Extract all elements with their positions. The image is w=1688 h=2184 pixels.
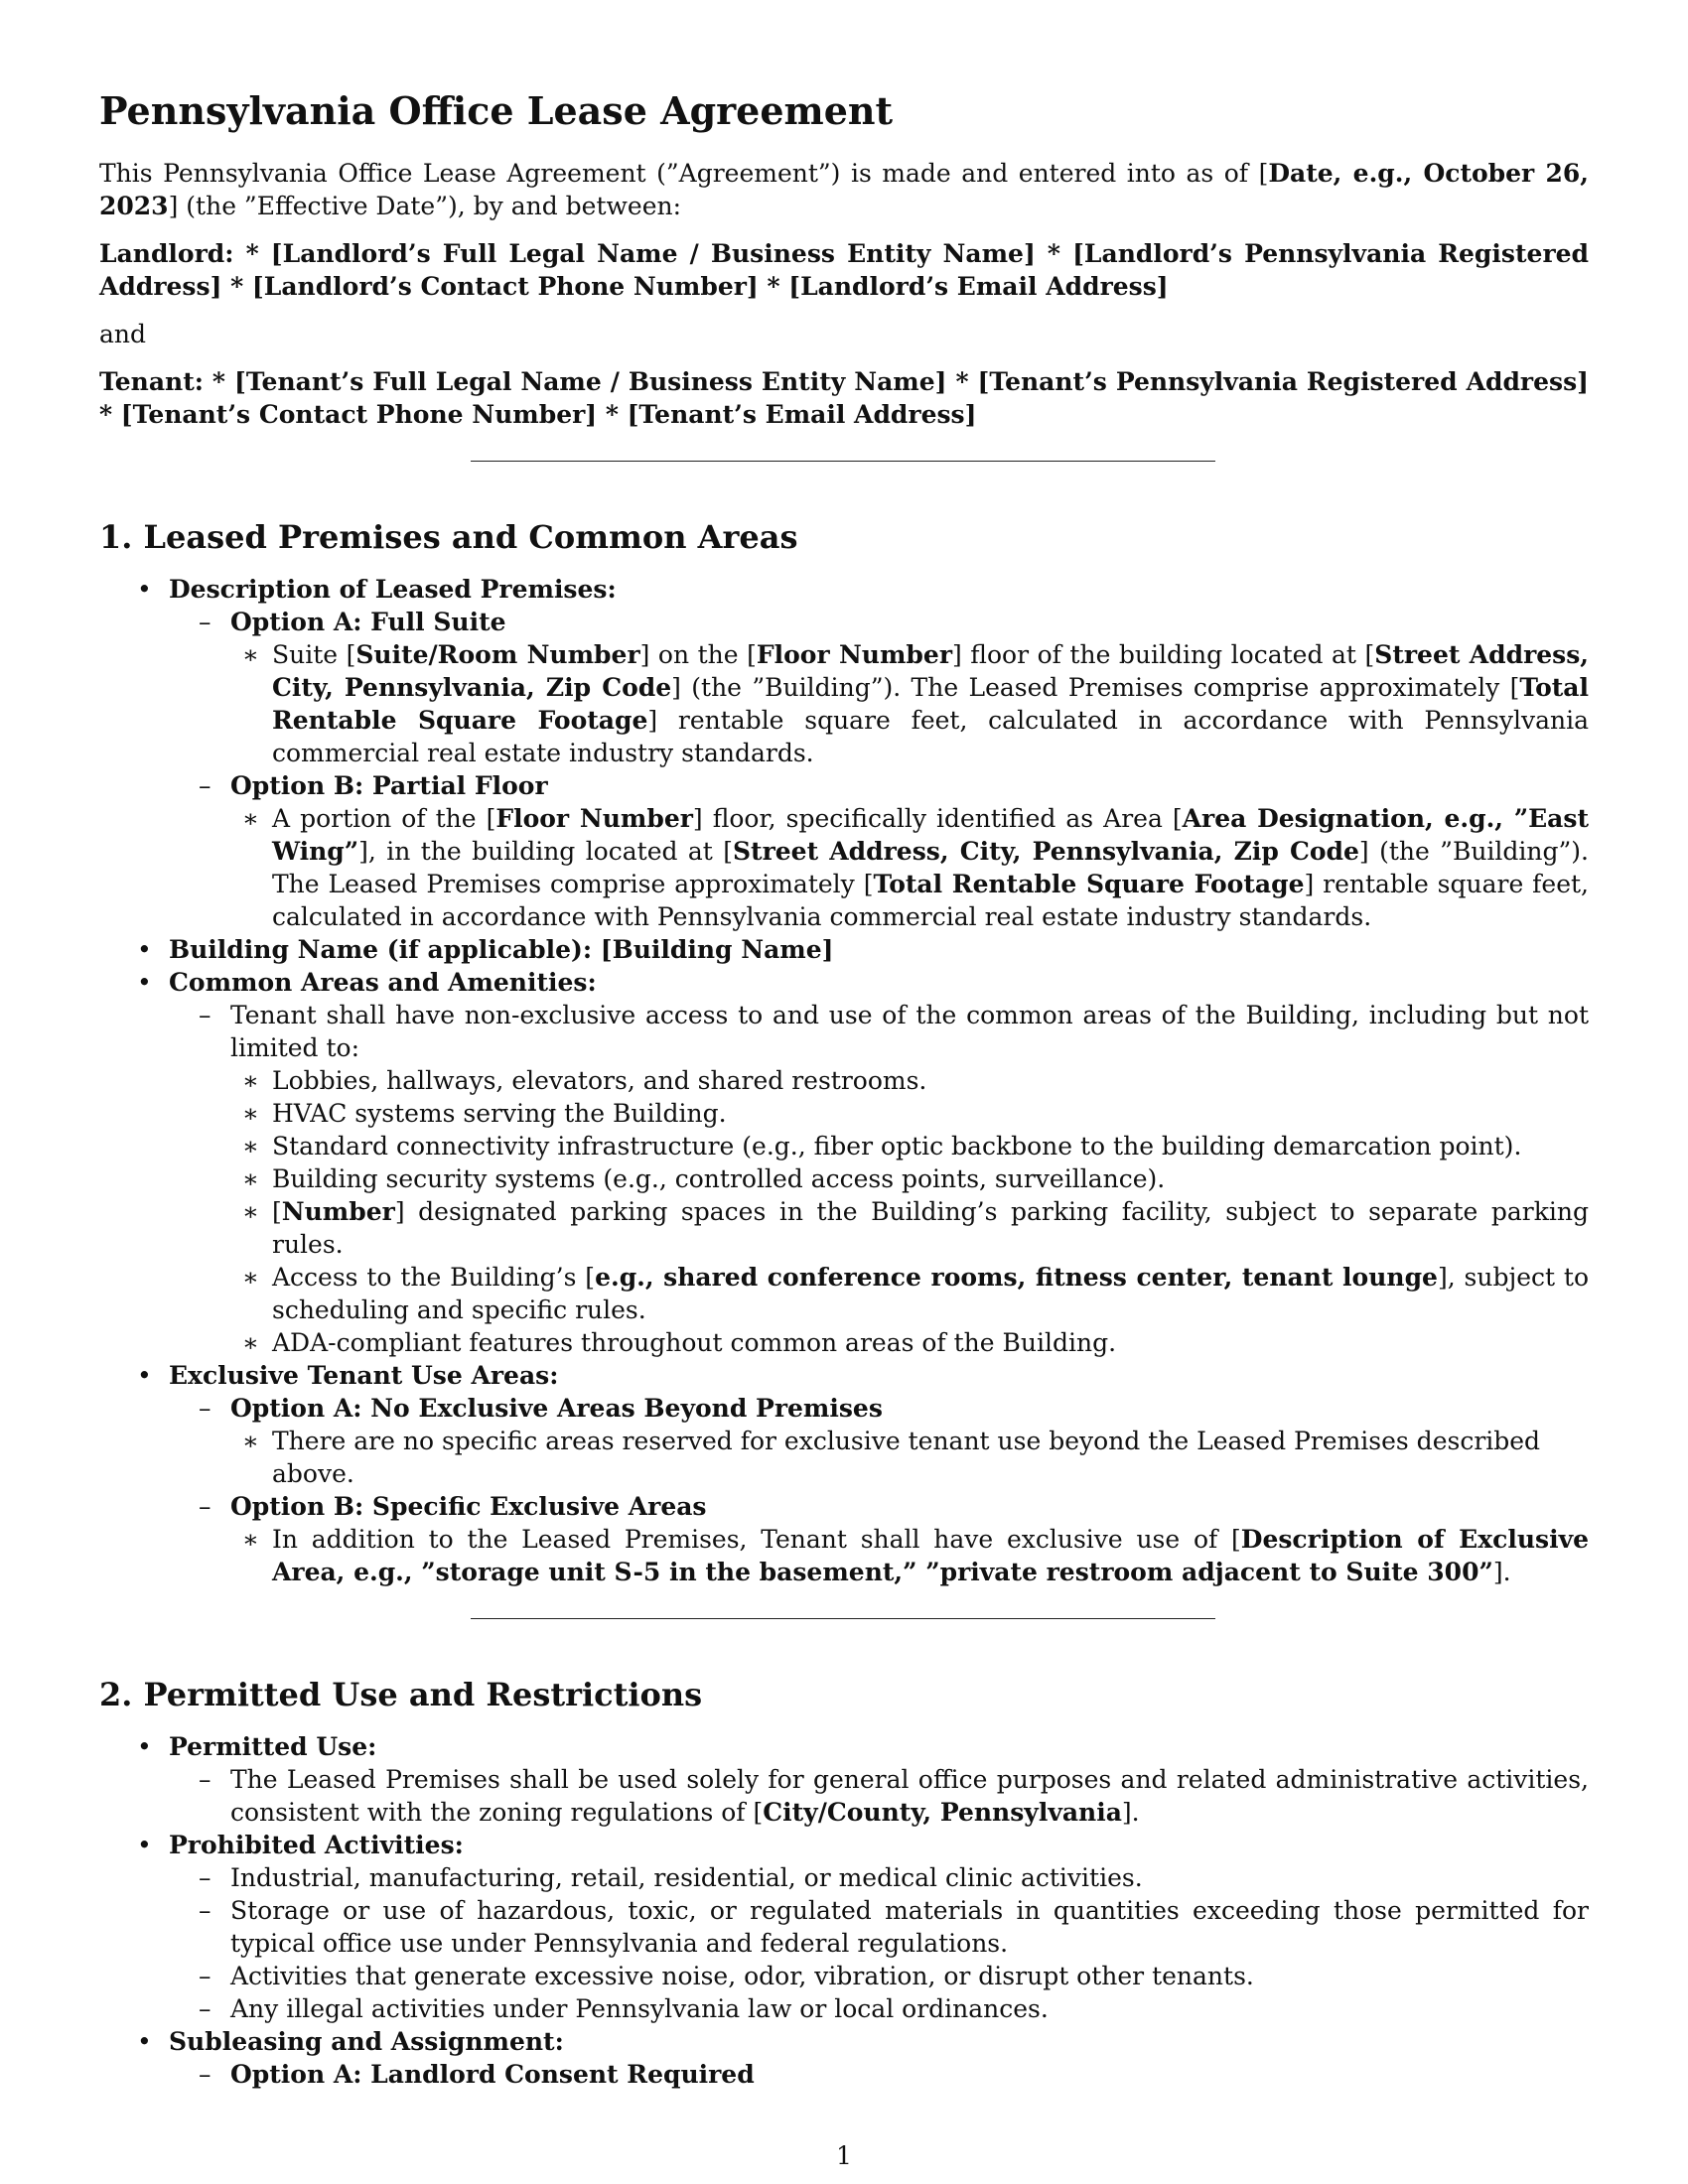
list-item: – Any illegal activities under Pennsylvania law or local ordinances. — [169, 1992, 1589, 2025]
list-item: – Option A: Full Suite ∗ Suite [Suite/Room Number] on the [Floor Number] floor of the building located at [Street Address, City, Pennsylvania, Zip Code] (the ”Building”). The Leased Premises comprise approximately [Total Rentable Square Footage] rentable square feet, calculated in accordance with Pennsylvania commercial real estate industry standards. — [169, 606, 1589, 769]
list-item: ∗ Access to the Building’s [e.g., shared conference rooms, fitness center, tenant lounge], subject to scheduling and specific rules. — [230, 1261, 1589, 1326]
horizontal-divider — [471, 461, 1215, 462]
list-item: ∗ Building security systems (e.g., controlled access points, surveillance). — [230, 1162, 1589, 1195]
landlord-block: Landlord: * [Landlord’s Full Legal Name / Business Entity Name] * [Landlord’s Pennsylvania Registered Address] * [Landlord’s Contact Phone Number] * [Landlord’s Email Address] — [99, 239, 1589, 301]
and-text: and — [99, 320, 147, 348]
list-item: • Exclusive Tenant Use Areas: – Option A: No Exclusive Areas Beyond Premises ∗ There are no specific areas reserved for exclusive tenant use beyond the Leased Premises described above. – Option B: Specific Exclusive Areas ∗ In addition to the Leased Premises, Tenant shall have exclusive use of [Description of Exclusive Area, e.g., ”storage unit S-5 in the basement,” ”private restroom adjacent to Suite 300”]. — [99, 1359, 1589, 1588]
list-item: ∗ In addition to the Leased Premises, Tenant shall have exclusive use of [Description of Exclusive Area, e.g., ”storage unit S-5 in the basement,” ”private restroom adjacent to Suite 300”]. — [230, 1523, 1589, 1588]
list-item: ∗ HVAC systems serving the Building. — [230, 1097, 1589, 1130]
list-item: • Permitted Use: – The Leased Premises shall be used solely for general office purposes and related administrative activities, consistent with the zoning regulations of [City/County, Pennsylvania]. — [99, 1730, 1589, 1829]
list-item: ∗ There are no specific areas reserved for exclusive tenant use beyond the Leased Premises described above. — [230, 1425, 1589, 1490]
list-item: ∗ Standard connectivity infrastructure (e.g., fiber optic backbone to the building demarcation point). — [230, 1130, 1589, 1162]
list-item: – Activities that generate excessive noise, odor, vibration, or disrupt other tenants. — [169, 1960, 1589, 1992]
list-item: – Option A: No Exclusive Areas Beyond Premises ∗ There are no specific areas reserved for exclusive tenant use beyond the Leased Premises described above. — [169, 1392, 1589, 1490]
list-item: – Option B: Partial Floor ∗ A portion of the [Floor Number] floor, specifically identified as Area [Area Designation, e.g., ”East Wing”], in the building located at [Street Address, City, Pennsylvania, Zip Code] (the ”Building”). The Leased Premises comprise approximately [Total Rentable Square Footage] rentable square feet, calculated in accordance with Pennsylvania commercial real estate industry standards. — [169, 769, 1589, 933]
list-item: ∗ [Number] designated parking spaces in the Building’s parking facility, subject to separate parking rules. — [230, 1195, 1589, 1261]
list-item: – The Leased Premises shall be used solely for general office purposes and related administrative activities, consistent with the zoning regulations of [City/County, Pennsylvania]. — [169, 1763, 1589, 1829]
section-2-list — [99, 1730, 1589, 2091]
list-item: • Building Name (if applicable): [Building Name] — [99, 933, 1589, 966]
horizontal-divider — [471, 1618, 1215, 1619]
list-item: ∗ ADA-compliant features throughout common areas of the Building. — [230, 1326, 1589, 1359]
list-item: – Storage or use of hazardous, toxic, or regulated materials in quantities exceeding those permitted for typical office use under Pennsylvania and federal regulations. — [169, 1894, 1589, 1960]
section-1-heading: 1. Leased Premises and Common Areas — [99, 518, 798, 556]
list-item: • Subleasing and Assignment: – Option A: Landlord Consent Required — [99, 2025, 1589, 2091]
document-page — [99, 87, 1589, 2091]
tenant-block: Tenant: * [Tenant’s Full Legal Name / Business Entity Name] * [Tenant’s Pennsylvania Registered Address] * [Tenant’s Contact Phone Number] * [Tenant’s Email Address] — [99, 367, 1590, 429]
list-item: – Industrial, manufacturing, retail, residential, or medical clinic activities. — [169, 1861, 1589, 1894]
list-item: • Prohibited Activities: – Industrial, manufacturing, retail, residential, or medical clinic activities. – Storage or use of hazardous, toxic, or regulated materials in quantities exceeding those permitted for typical office use under Pennsylvania and federal regulations. – Activities that generate excessive noise, odor, vibration, or disrupt other tenants. – Any illegal activities under Pennsylvania law or local ordinances. — [99, 1829, 1589, 2025]
section-1-list — [99, 573, 1589, 1588]
page-number: 1 — [836, 2141, 852, 2170]
list-item: • Common Areas and Amenities: – Tenant shall have non-exclusive access to and use of the common areas of the Building, including but not limited to: ∗ Lobbies, hallways, elevators, and shared restrooms. ∗ HVAC systems serving the Building. ∗ Standard connectivity infrastructure (e.g., fiber optic backbone to the building demarcation point). ∗ Building security systems (e.g., controlled access points, surveillance). ∗ [Number] designated parking spaces in the Building’s parking facility, subject to separate parking rules. ∗ Access to the Building’s [e.g., shared conference rooms, fitness center, tenant lounge], subject to scheduling and specific rules. ∗ ADA-compliant features throughout common areas of the Building. — [99, 966, 1589, 1359]
list-item: – Tenant shall have non-exclusive access to and use of the common areas of the Building, including but not limited to: ∗ Lobbies, hallways, elevators, and shared restrooms. ∗ HVAC systems serving the Building. ∗ Standard connectivity infrastructure (e.g., fiber optic backbone to the building demarcation point). ∗ Building security systems (e.g., controlled access points, surveillance). ∗ [Number] designated parking spaces in the Building’s parking facility, subject to separate parking rules. ∗ Access to the Building’s [e.g., shared conference rooms, fitness center, tenant lounge], subject to scheduling and specific rules. ∗ ADA-compliant features throughout common areas of the Building. — [169, 999, 1589, 1359]
list-item: ∗ Lobbies, hallways, elevators, and shared restrooms. — [230, 1064, 1589, 1097]
section-2-heading: 2. Permitted Use and Restrictions — [99, 1676, 703, 1713]
intro-paragraph: This Pennsylvania Office Lease Agreement (”Agreement”) is made and entered into as of [Date, e.g., October 26, 2023] (the ”Effective Date”), by and between: — [99, 159, 1589, 220]
list-item: ∗ A portion of the [Floor Number] floor, specifically identified as Area [Area Designation, e.g., ”East Wing”], in the building located at [Street Address, City, Pennsylvania, Zip Code] (the ”Building”). The Leased Premises comprise approximately [Total Rentable Square Footage] rentable square feet, calculated in accordance with Pennsylvania commercial real estate industry standards. — [230, 802, 1589, 933]
list-item: – Option B: Specific Exclusive Areas ∗ In addition to the Leased Premises, Tenant shall have exclusive use of [Description of Exclusive Area, e.g., ”storage unit S-5 in the basement,” ”private restroom adjacent to Suite 300”]. — [169, 1490, 1589, 1588]
page-title: Pennsylvania Office Lease Agreement — [99, 88, 894, 133]
list-item: – Option A: Landlord Consent Required — [169, 2058, 1589, 2091]
list-item: ∗ Suite [Suite/Room Number] on the [Floor Number] floor of the building located at [Street Address, City, Pennsylvania, Zip Code] (the ”Building”). The Leased Premises comprise approximately [Total Rentable Square Footage] rentable square feet, calculated in accordance with Pennsylvania commercial real estate industry standards. — [230, 638, 1589, 769]
list-item: • Description of Leased Premises: – Option A: Full Suite ∗ Suite [Suite/Room Number] on the [Floor Number] floor of the building located at [Street Address, City, Pennsylvania, Zip Code] (the ”Building”). The Leased Premises comprise approximately [Total Rentable Square Footage] rentable square feet, calculated in accordance with Pennsylvania commercial real estate industry standards. – Option B: Partial Floor ∗ A portion of the [Floor Number] floor, specifically identified as Area [Area Designation, e.g., ”East Wing”], in the building located at [Street Address, City, Pennsylvania, Zip Code] (the ”Building”). The Leased Premises comprise approximately [Total Rentable Square Footage] rentable square feet, calculated in accordance with Pennsylvania commercial real estate industry standards. — [99, 573, 1589, 933]
